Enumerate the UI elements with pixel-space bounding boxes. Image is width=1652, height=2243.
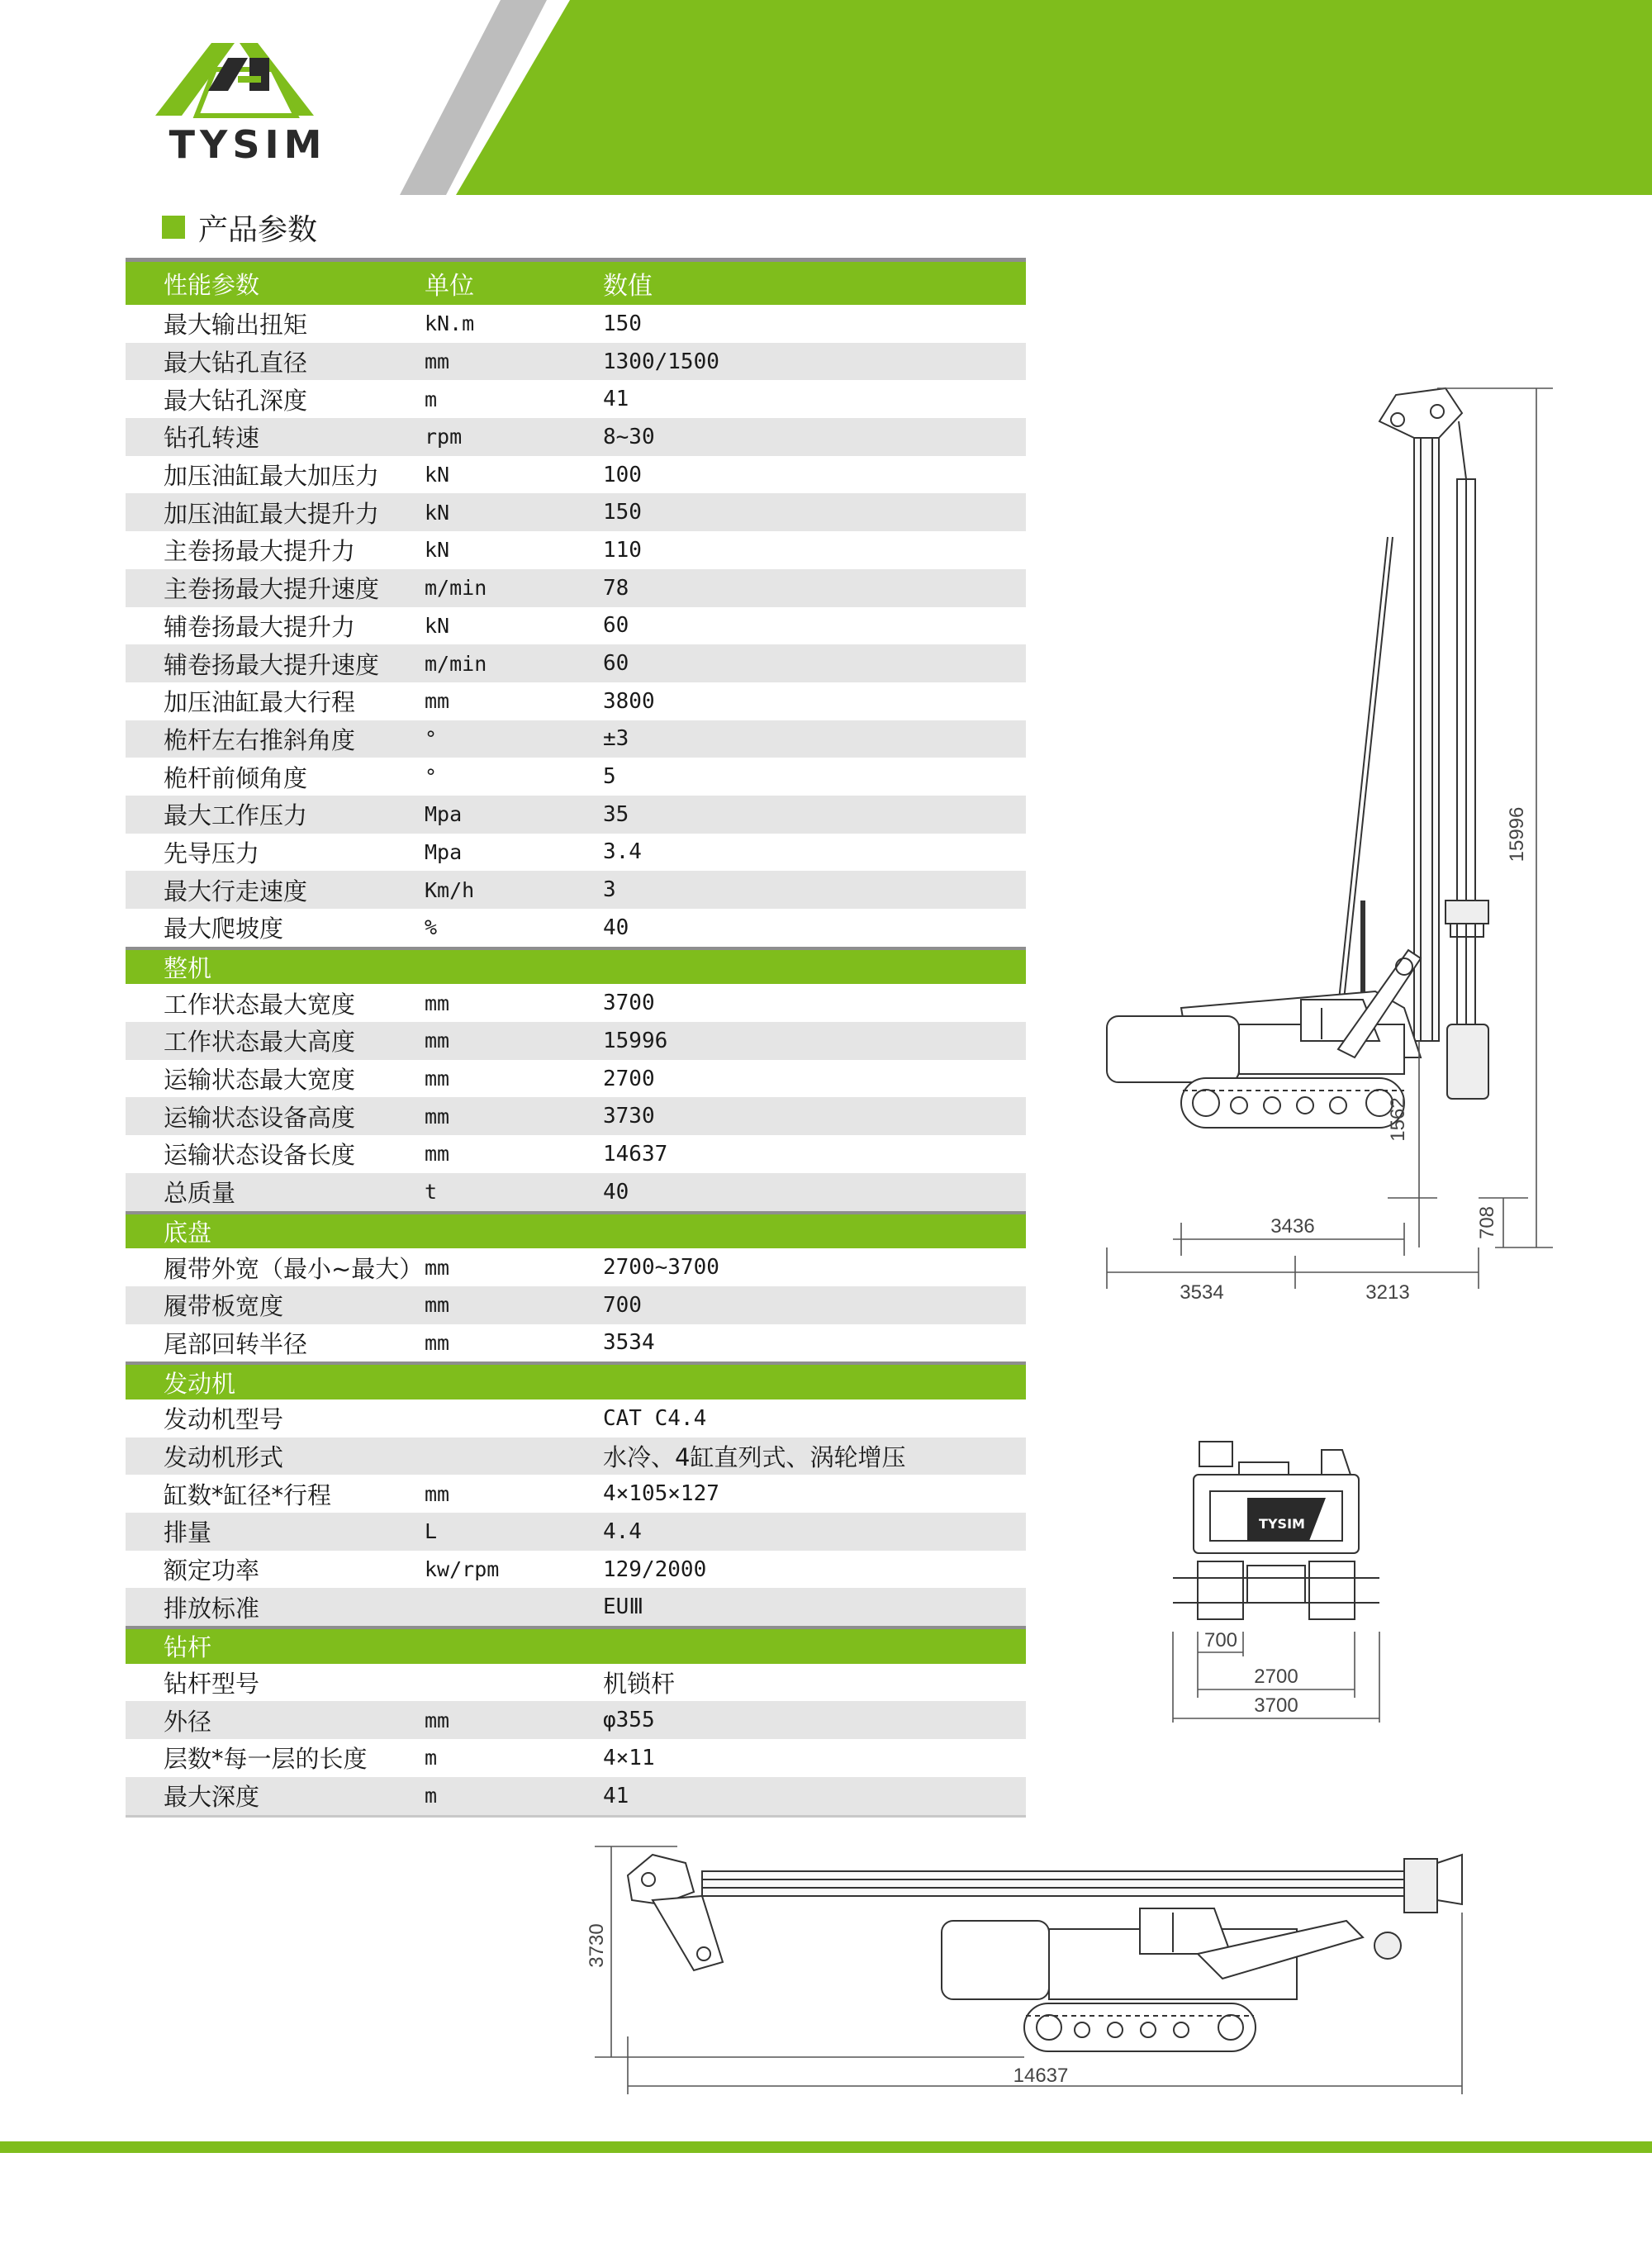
- cell-value: ±3: [603, 726, 629, 752]
- table-row: [126, 1475, 1026, 1513]
- cell-param: 主卷扬最大提升力: [164, 537, 356, 566]
- table-row: [126, 531, 1026, 569]
- cell-value: 3: [603, 877, 616, 903]
- section-title-marker: [162, 216, 185, 239]
- dim-plate: 700: [1203, 1629, 1238, 1651]
- cell-unit: mm: [425, 1067, 450, 1091]
- dim-front: 3213: [1365, 1281, 1410, 1304]
- section-title: [162, 207, 317, 248]
- table-row: [126, 1060, 1026, 1098]
- table-row: [126, 758, 1026, 796]
- table-row: [126, 1399, 1026, 1438]
- cell-value: 41: [603, 1783, 629, 1808]
- table-row: [126, 343, 1026, 381]
- table-row: [126, 1248, 1026, 1286]
- cell-param: 排放标准: [164, 1594, 260, 1623]
- cell-param: 辅卷扬最大提升速度: [164, 650, 380, 679]
- table-row: [126, 720, 1026, 758]
- table-row: [126, 682, 1026, 720]
- cell-unit: kN: [425, 538, 450, 563]
- table-row: [126, 1438, 1026, 1476]
- cell-param: 最大钻孔深度: [164, 386, 308, 415]
- table-row: [126, 1173, 1026, 1211]
- cell-unit: kN.m: [425, 311, 475, 336]
- section-label: 整机: [164, 954, 212, 983]
- dim-transport-length: 14637: [1013, 2065, 1069, 2087]
- cell-unit: m/min: [425, 651, 487, 676]
- cell-unit: mm: [425, 991, 450, 1015]
- cell-param: 运输状态设备长度: [164, 1141, 356, 1170]
- cell-param: 尾部回转半径: [164, 1329, 308, 1358]
- cell-unit: mm: [425, 1293, 450, 1318]
- cell-param: 加压油缸最大提升力: [164, 499, 380, 528]
- cell-param: 桅杆前倾角度: [164, 763, 308, 792]
- cell-param: 缸数*缸径*行程: [164, 1480, 332, 1509]
- table-row: [126, 569, 1026, 607]
- dim-inner: 2700: [1254, 1666, 1298, 1688]
- footer-rule: [0, 2141, 1652, 2153]
- table-bottom-rule: [126, 1815, 1026, 1818]
- table-row: [126, 418, 1026, 456]
- dim-mast-bottom: 1562: [1387, 1097, 1409, 1142]
- table-row: [126, 1513, 1026, 1551]
- table-row: [126, 1097, 1026, 1135]
- table-section-row: [126, 947, 1026, 985]
- cell-param: 排量: [164, 1518, 212, 1547]
- cell-value: 1300/1500: [603, 349, 719, 374]
- front-view-drawing: [1156, 1417, 1421, 1731]
- cell-value: 60: [603, 651, 629, 677]
- dim-transport-height: 3730: [586, 1923, 608, 1968]
- cell-value: 40: [603, 915, 629, 940]
- cell-unit: kN: [425, 500, 450, 525]
- cell-value: 4×105×127: [603, 1481, 719, 1507]
- section-title-text: 产品参数: [198, 212, 318, 247]
- cell-value: 129/2000: [603, 1556, 707, 1582]
- header-value: 数值: [603, 272, 653, 301]
- cell-value: 4×11: [603, 1745, 655, 1770]
- cell-value: 2700~3700: [603, 1255, 719, 1281]
- cell-param: 最大工作压力: [164, 801, 308, 830]
- cell-unit: mm: [425, 1330, 450, 1355]
- cell-value: 3.4: [603, 839, 642, 865]
- table-row: [126, 1739, 1026, 1777]
- cell-unit: mm: [425, 1029, 450, 1053]
- table-row: [126, 1286, 1026, 1324]
- cell-value: 35: [603, 801, 629, 827]
- table-row: [126, 1324, 1026, 1362]
- cell-value: φ355: [603, 1708, 655, 1733]
- table-row: [126, 1664, 1026, 1702]
- cell-value: 41: [603, 387, 629, 412]
- cell-param: 总质量: [164, 1179, 236, 1208]
- cell-unit: L: [425, 1519, 438, 1544]
- cell-param: 额定功率: [164, 1556, 260, 1585]
- cell-value: 150: [603, 311, 642, 336]
- cell-value: 150: [603, 500, 642, 525]
- cell-unit: Mpa: [425, 802, 463, 827]
- cell-value: 14637: [603, 1141, 668, 1167]
- cell-unit: m/min: [425, 576, 487, 601]
- cell-param: 辅卷扬最大提升力: [164, 612, 356, 641]
- cell-value: 78: [603, 575, 629, 601]
- cell-unit: mm: [425, 1255, 450, 1280]
- table-row: [126, 796, 1026, 834]
- dim-track: 3436: [1270, 1215, 1315, 1238]
- cell-unit: mm: [425, 349, 450, 374]
- cell-value: 3534: [603, 1330, 655, 1356]
- section-label: 发动机: [164, 1369, 236, 1398]
- cell-unit: kN: [425, 613, 450, 638]
- cell-param: 桅杆左右推斜角度: [164, 725, 356, 754]
- cell-unit: t: [425, 1180, 438, 1205]
- cell-unit: °: [425, 726, 438, 751]
- cell-unit: kN: [425, 463, 450, 487]
- dim-height: 15996: [1506, 806, 1528, 863]
- cell-param: 层数*每一层的长度: [164, 1745, 368, 1774]
- cell-param: 履带外宽（最小~最大）: [164, 1254, 424, 1283]
- cell-value: CAT C4.4: [603, 1405, 707, 1431]
- cell-unit: mm: [425, 1708, 450, 1732]
- tysim-logo: [149, 33, 347, 165]
- cell-unit: mm: [425, 1104, 450, 1129]
- cell-value: 3700: [603, 991, 655, 1016]
- cell-param: 主卷扬最大提升速度: [164, 575, 380, 604]
- table-row: [126, 871, 1026, 909]
- cell-param: 钻孔转速: [164, 424, 260, 453]
- cell-value: EUⅢ: [603, 1594, 644, 1620]
- cell-value: 3800: [603, 688, 655, 714]
- cell-value: 60: [603, 613, 629, 639]
- table-row: [126, 607, 1026, 645]
- cell-param: 最大钻孔直径: [164, 349, 308, 378]
- section-label: 钻杆: [164, 1633, 212, 1662]
- cell-param: 工作状态最大宽度: [164, 990, 356, 1019]
- table-row: [126, 1135, 1026, 1173]
- cell-param: 先导压力: [164, 839, 260, 867]
- dim-outer: 3700: [1254, 1694, 1298, 1717]
- cell-value: 100: [603, 462, 642, 487]
- cell-unit: m: [425, 1784, 438, 1808]
- cell-unit: rpm: [425, 425, 463, 449]
- cell-value: 机锁杆: [603, 1670, 676, 1699]
- cell-unit: Mpa: [425, 839, 463, 864]
- table-row: [126, 984, 1026, 1022]
- cell-unit: Km/h: [425, 877, 475, 902]
- table-section-row: [126, 1361, 1026, 1399]
- cell-param: 运输状态设备高度: [164, 1103, 356, 1132]
- front-view-logo: TYSIM: [1259, 1516, 1305, 1532]
- cell-param: 工作状态最大高度: [164, 1028, 356, 1057]
- table-row: [126, 1588, 1026, 1626]
- table-row: [126, 834, 1026, 872]
- table-row: [126, 456, 1026, 494]
- table-row: [126, 1701, 1026, 1739]
- table-row: [126, 1022, 1026, 1060]
- table-body: [126, 305, 1026, 1815]
- cell-param: 最大深度: [164, 1783, 260, 1812]
- cell-value: 15996: [603, 1028, 668, 1053]
- table-row: [126, 1777, 1026, 1815]
- cell-param: 加压油缸最大加压力: [164, 462, 380, 491]
- cell-param: 履带板宽度: [164, 1292, 284, 1321]
- table-section-row: [126, 1211, 1026, 1249]
- cell-value: 8~30: [603, 424, 655, 449]
- cell-param: 加压油缸最大行程: [164, 688, 356, 717]
- section-label: 底盘: [164, 1218, 212, 1247]
- cell-unit: kw/rpm: [425, 1557, 500, 1582]
- cell-param: 运输状态最大宽度: [164, 1066, 356, 1095]
- cell-unit: mm: [425, 1481, 450, 1506]
- header-unit: 单位: [425, 272, 474, 301]
- cell-value: 700: [603, 1292, 642, 1318]
- cell-value: 2700: [603, 1066, 655, 1091]
- cell-param: 最大爬坡度: [164, 915, 284, 943]
- cell-unit: %: [425, 915, 438, 940]
- cell-param: 最大输出扭矩: [164, 311, 308, 340]
- brand-name: TYSIM: [169, 122, 327, 167]
- cell-unit: m: [425, 387, 438, 411]
- cell-param: 发动机型号: [164, 1405, 284, 1434]
- cell-unit: mm: [425, 1142, 450, 1167]
- table-row: [126, 909, 1026, 947]
- cell-value: 5: [603, 764, 616, 790]
- cell-param: 外径: [164, 1707, 212, 1736]
- dim-rear: 3534: [1180, 1281, 1224, 1304]
- table-row: [126, 493, 1026, 531]
- cell-param: 发动机形式: [164, 1442, 284, 1471]
- cell-value: 4.4: [603, 1518, 642, 1544]
- table-section-row: [126, 1626, 1026, 1664]
- table-row: [126, 305, 1026, 343]
- dim-ground: 708: [1476, 1205, 1498, 1240]
- cell-param: 钻杆型号: [164, 1670, 260, 1699]
- cell-unit: mm: [425, 689, 450, 714]
- cell-value: 40: [603, 1179, 629, 1205]
- side-view-drawing: [1090, 372, 1553, 1322]
- cell-param: 最大行走速度: [164, 877, 308, 905]
- table-row: [126, 644, 1026, 682]
- cell-value: 水冷、4缸直列式、涡轮增压: [603, 1442, 906, 1471]
- table-row: [126, 380, 1026, 418]
- cell-unit: m: [425, 1746, 438, 1770]
- table-header-row: [126, 262, 1026, 305]
- cell-unit: °: [425, 764, 438, 789]
- transport-view-drawing: [578, 1830, 1470, 2103]
- cell-value: 110: [603, 537, 642, 563]
- spec-table: [126, 258, 1026, 1818]
- table-row: [126, 1551, 1026, 1589]
- cell-value: 3730: [603, 1104, 655, 1129]
- header-param: 性能参数: [164, 270, 260, 299]
